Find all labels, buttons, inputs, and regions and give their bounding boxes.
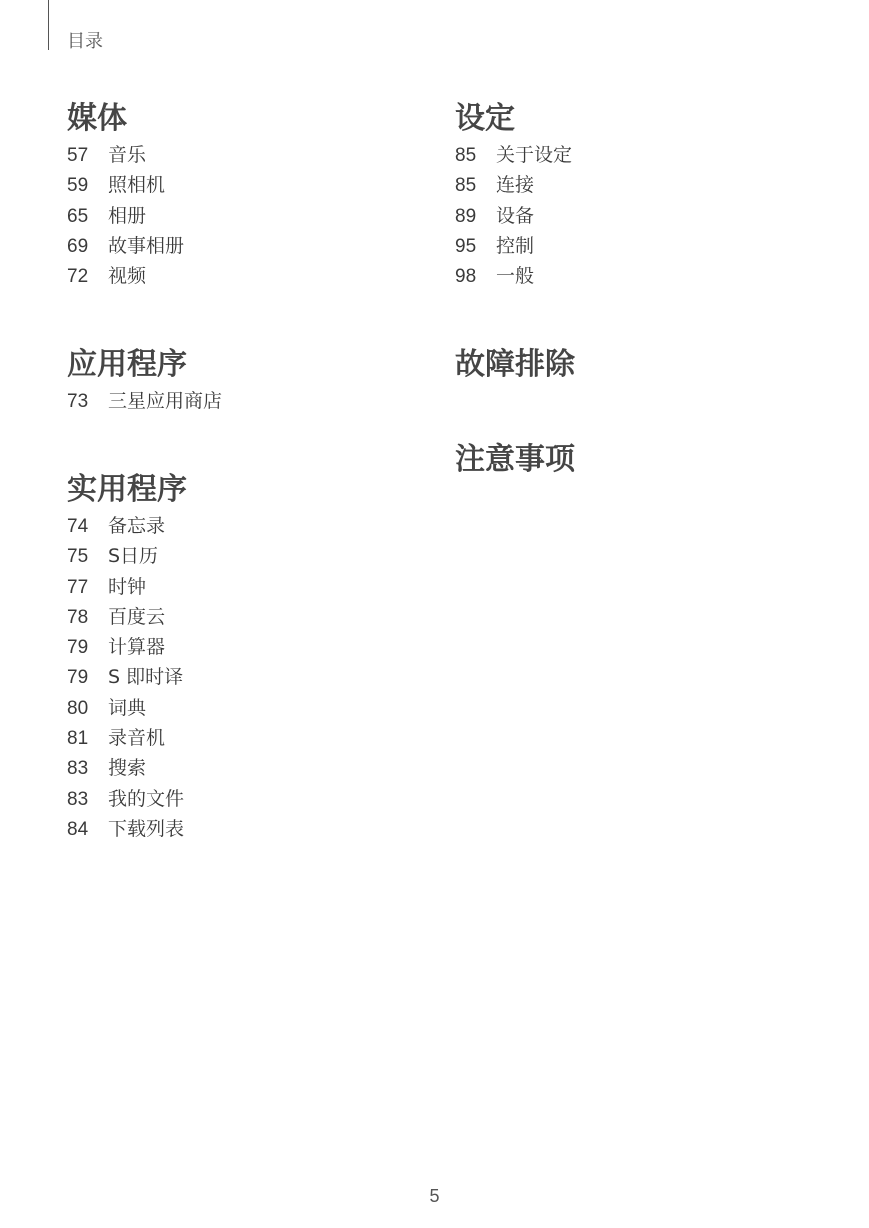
toc-entry-page: 85 [455,145,477,166]
toc-section-media [67,101,447,291]
toc-entry[interactable] [67,170,447,200]
toc-entry-page: 95 [455,235,477,257]
toc-entry-page: 73 [67,391,89,412]
toc-entry[interactable] [67,784,447,814]
section-title-troubleshooting[interactable]: 故障排除 [455,347,575,382]
toc-entry[interactable] [455,261,835,291]
toc-entry[interactable] [67,261,447,291]
toc-section-troubleshooting [455,347,835,383]
toc-entry-page: 57 [67,145,89,166]
toc-section-notices [455,442,835,478]
toc-entry-page: 79 [67,637,89,659]
toc-entry-page: 69 [67,235,89,257]
toc-entry-label: 视频 [108,265,147,288]
page-number: 5 [429,1186,440,1206]
toc-entry-label: 音乐 [108,144,147,166]
toc-entry-page: 79 [67,667,89,689]
toc-entry-page: 89 [455,205,477,227]
toc-entry[interactable] [67,723,447,753]
running-header: 目录 [67,31,103,52]
toc-entry-label: 设备 [496,204,535,227]
section-title-apps[interactable]: 应用程序 [67,347,187,382]
section-title-media[interactable]: 媒体 [67,101,127,136]
toc-entry-page: 84 [67,818,89,840]
margin-rule [48,0,49,50]
toc-entry-list [67,140,447,291]
toc-entry-label: S 即时译 [108,666,184,689]
toc-entry-label: 连接 [496,174,535,197]
toc-entry-label: 我的文件 [108,787,185,810]
toc-entry-label: S日历 [108,545,159,568]
toc-entry-page: 59 [67,175,89,197]
toc-entry[interactable] [67,572,447,602]
toc-entry[interactable] [67,662,447,692]
toc-entry-label: 三星应用商店 [108,390,223,412]
toc-entry-label: 照相机 [108,174,166,197]
toc-entry-label: 相册 [108,204,147,227]
toc-entry-label: 故事相册 [108,234,185,257]
section-title-utilities[interactable]: 实用程序 [67,472,187,507]
section-title-notices[interactable]: 注意事项 [455,442,575,477]
toc-entry-page: 80 [67,697,89,719]
toc-entry[interactable] [455,170,835,200]
toc-entry-label: 时钟 [108,575,147,598]
toc-entry-page: 75 [67,546,89,568]
toc-section-apps [67,347,447,416]
toc-entry-label: 录音机 [108,727,166,750]
toc-entry-page: 85 [455,175,477,197]
toc-entry-page: 81 [67,728,89,750]
toc-entry[interactable] [67,386,447,416]
toc-entry-page: 78 [67,606,89,628]
toc-entry[interactable] [67,602,447,632]
toc-entry-label: 计算器 [108,636,166,659]
toc-entry[interactable] [67,140,447,170]
toc-entry-page: 83 [67,788,89,810]
toc-entry-list [67,386,447,416]
section-title-settings[interactable]: 设定 [455,101,515,136]
toc-entry-page: 72 [67,266,89,288]
toc-entry[interactable] [67,201,447,231]
toc-entry[interactable] [67,511,447,541]
toc-entry[interactable] [455,140,835,170]
toc-section-utilities [67,472,447,844]
toc-entry-label: 百度云 [108,605,166,628]
toc-section-settings [455,101,835,291]
toc-entry[interactable] [67,632,447,662]
toc-entry-page: 65 [67,205,89,227]
toc-entry-list [67,511,447,844]
toc-entry-label: 备忘录 [108,515,166,537]
toc-entry-label: 关于设定 [496,144,573,166]
toc-entry-label: 词典 [108,696,147,719]
toc-entry-page: 77 [67,576,89,598]
toc-entry[interactable] [67,753,447,783]
toc-entry[interactable] [67,814,447,844]
toc-entry-list [455,140,835,291]
toc-entry-label: 一般 [496,265,535,288]
toc-entry[interactable] [67,541,447,571]
toc-entry-page: 98 [455,266,477,288]
toc-entry[interactable] [67,231,447,261]
toc-entry[interactable] [455,201,835,231]
toc-entry-page: 83 [67,758,89,780]
toc-entry[interactable] [67,693,447,723]
toc-entry-label: 搜索 [108,757,147,780]
toc-entry-label: 控制 [496,234,535,257]
toc-entry[interactable] [455,231,835,261]
toc-entry-page: 74 [67,516,89,537]
toc-entry-label: 下载列表 [108,817,185,840]
